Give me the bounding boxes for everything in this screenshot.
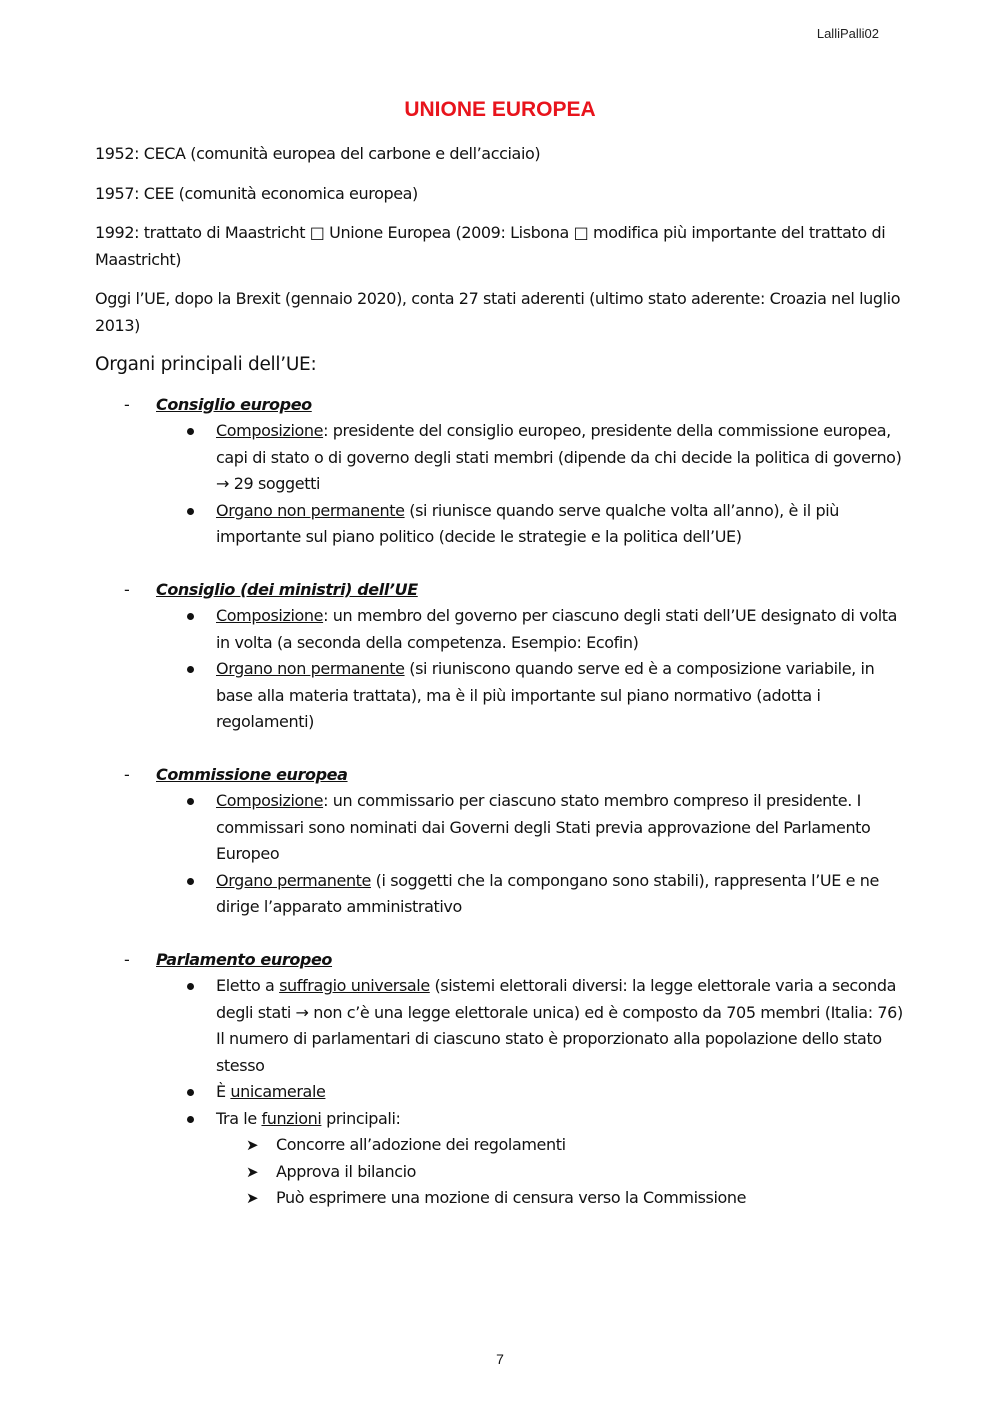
sub-item-text: Approva il bilancio — [276, 1161, 417, 1181]
bullet-text: : presidente del consiglio europeo, presidente della commissione europea, capi di stato o di governo degli stati membri (dipende da chi decide la politica di governo) → 29 soggetti — [216, 421, 902, 493]
bullet-item — [216, 788, 905, 868]
content-body — [95, 141, 905, 1238]
page-number: 7 — [496, 1351, 504, 1367]
bullet-dot-icon — [187, 983, 194, 990]
author-header: LalliPalli02 — [816, 26, 879, 41]
section-title: Parlamento europeo — [156, 949, 333, 969]
section-parlamento-europeo — [95, 947, 905, 1212]
bullet-keyword: Organo non permanente — [216, 659, 405, 678]
bullet-dot-icon — [187, 1089, 194, 1096]
bullet-text: (si riuniscono quando serve ed è a composizione variabile, in base alla materia trattata), ma è il più importante sul piano normativo (adotta i regolamenti) — [216, 659, 875, 731]
bullet-keyword: suffragio universale — [279, 976, 430, 995]
bullet-keyword: Composizione — [216, 606, 324, 625]
bullet-item — [216, 498, 905, 551]
bullet-dot-icon — [187, 508, 194, 515]
section-consiglio-europeo — [95, 392, 905, 551]
arrowhead-icon: ➤ — [246, 1162, 259, 1181]
bullet-keyword: Composizione — [216, 791, 324, 810]
bullet-keyword: Organo non permanente — [216, 500, 405, 520]
bullet-text: (i soggetti che la compongano sono stabili), rappresenta l’UE e ne dirige l’apparato amministrativo — [216, 870, 879, 916]
bullet-dot-icon — [187, 428, 194, 435]
bullet-text: Eletto a — [216, 976, 280, 995]
organi-heading: Organi principali dell’UE: — [95, 354, 317, 375]
bullet-text: (si riunisce quando serve qualche volta all’anno), è il più importante sul piano politico (decide le strategie e la politica dell’UE) — [216, 500, 840, 546]
bullet-keyword: Composizione — [216, 421, 324, 440]
section-title: Consiglio europeo — [156, 394, 312, 414]
bullet-text: principali: — [321, 1108, 401, 1128]
dash-marker: - — [124, 579, 130, 599]
bullet-text: Tra le — [216, 1108, 262, 1128]
bullet-text: : un commissario per ciascuno stato membro compreso il presidente. I commissari sono nominati dai Governi degli Stati previa approvazione del Parlamento Europeo — [216, 791, 871, 863]
arrowhead-icon: ➤ — [246, 1189, 259, 1207]
bullet-keyword: Organo permanente — [216, 870, 371, 890]
intro-paragraph: 1957: CEE (comunità economica europea) — [95, 183, 418, 203]
dash-marker: - — [124, 949, 130, 969]
bullet-dot-icon — [187, 878, 194, 885]
bullet-item — [216, 603, 905, 656]
section-commissione-europea — [95, 762, 905, 921]
intro-paragraph: 1952: CECA (comunità europea del carbone e dell’acciaio) — [95, 144, 541, 163]
section-consiglio-ministri — [95, 577, 905, 736]
sub-item — [246, 1185, 905, 1212]
dash-marker: - — [124, 764, 130, 784]
bullet-dot-icon — [187, 666, 194, 673]
bullet-item — [216, 973, 905, 1079]
bullet-text: : un membro del governo per ciascuno degli stati dell’UE designato di volta in volta (a seconda della competenza. Esempio: Ecofin) — [216, 606, 898, 652]
dash-marker: - — [124, 394, 130, 414]
bullet-dot-icon — [187, 613, 194, 620]
bullet-keyword: funzioni — [261, 1108, 322, 1128]
bullet-text: (sistemi elettorali diversi: la legge elettorale varia a seconda degli stati → non c’è una legge elettorale unica) ed è composto da 705 membri (Italia: 76) Il numero di parlamentari di ciascuno stato è proporzionato alla popolazione dello stato stesso — [216, 976, 903, 1075]
bullet-item — [216, 868, 905, 921]
intro-paragraph: Oggi l’UE, dopo la Brexit (gennaio 2020), conta 27 stati aderenti (ultimo stato aderente: Croazia nel luglio 2013) — [95, 289, 901, 335]
sub-item — [246, 1132, 905, 1159]
arrowhead-icon: ➤ — [246, 1136, 259, 1154]
bullet-dot-icon — [187, 798, 194, 805]
bullet-item — [216, 1079, 905, 1106]
bullet-keyword: unicamerale — [230, 1082, 326, 1101]
bullet-dot-icon — [187, 1116, 194, 1123]
sub-item-text: Concorre all’adozione dei regolamenti — [276, 1135, 566, 1154]
page-title: UNIONE EUROPEA — [404, 98, 596, 121]
sub-item — [246, 1159, 905, 1186]
bullet-item — [216, 1106, 905, 1212]
sub-item-text: Può esprimere una mozione di censura verso la Commissione — [276, 1188, 747, 1207]
section-title: Consiglio (dei ministri) dell’UE — [156, 579, 418, 599]
section-title: Commissione europea — [156, 764, 348, 784]
intro-paragraph: 1992: trattato di Maastricht □ Unione Europea (2009: Lisbona □ modifica più importante del trattato di Maastricht) — [95, 223, 886, 269]
bullet-text: È — [216, 1082, 231, 1101]
bullet-item — [216, 418, 905, 498]
bullet-item — [216, 656, 905, 736]
